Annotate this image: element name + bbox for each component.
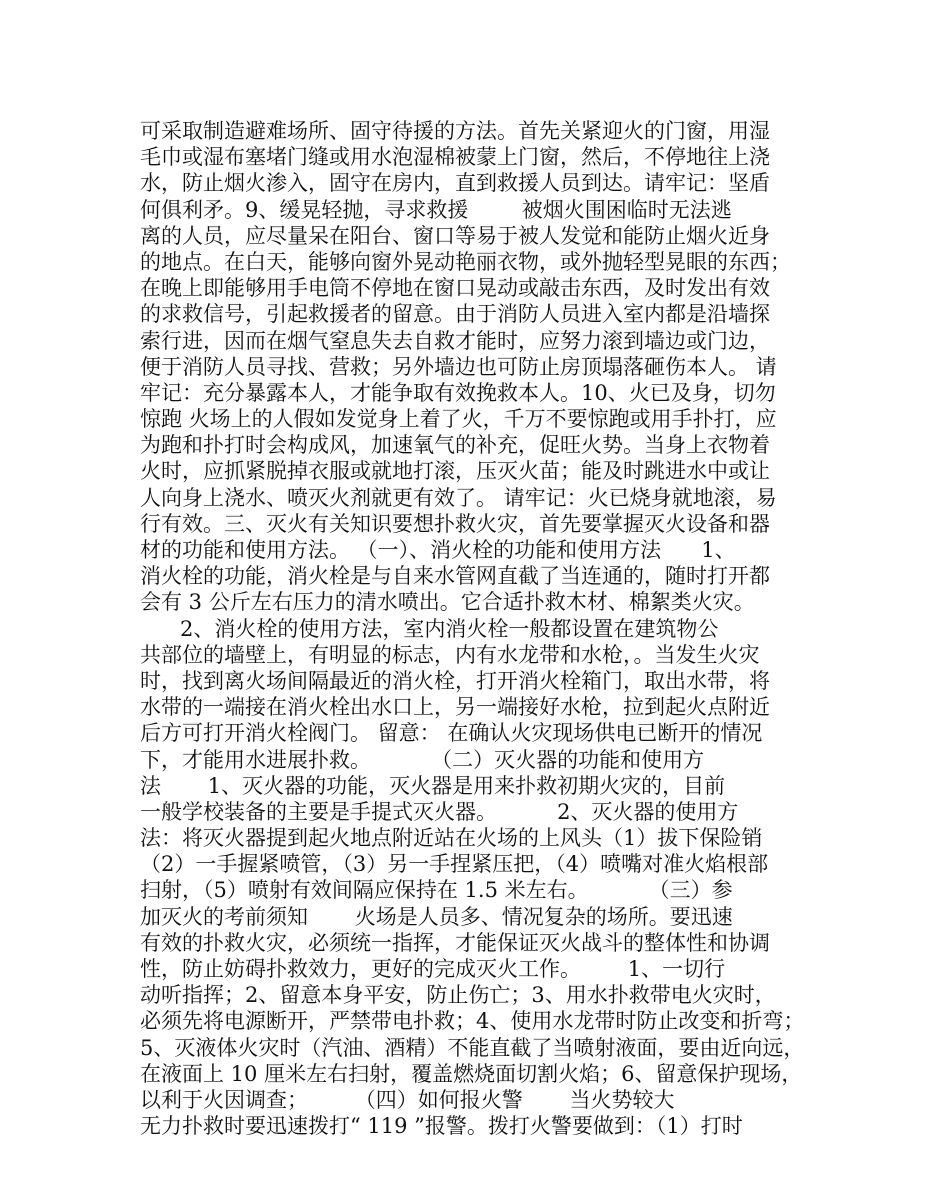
text-line: 何俱利矛。9、缓晃轻抛，寻求救援 被烟火围困临时无法逃 — [140, 197, 732, 222]
text-line: 一般学校装备的主要是手提式灭火器。 2、灭火器的使用方 — [140, 799, 739, 824]
text-line: 水，防止烟火渗入，固守在房内，直到救援人员到达。请牢记：坚盾 — [140, 171, 770, 196]
text-line: 动听指挥；2、留意本身平安，防止伤亡；3、用水扑救带电火灾时， — [140, 983, 776, 1008]
text-line: 会有 3 公斤左右压力的清水喷出。它合适扑救木材、棉絮类火灾。 — [140, 590, 755, 615]
text-line: 必须先将电源断开，严禁带电扑救；4、使用水龙带时防止改变和折弯； — [140, 1009, 805, 1034]
text-line: 法：将灭火器提到起火地点附近站在火场的上风头（1）拔下保险销 — [140, 826, 763, 851]
text-line: 为跑和扑打时会构成风，加速氧气的补充，促旺火势。当身上衣物着 — [140, 433, 770, 458]
text-line: 牢记：充分暴露本人，才能争取有效挽救本人。10、火已及身，切勿 — [140, 380, 776, 405]
text-line: 材的功能和使用方法。 （一）、消火栓的功能和使用方法 1、 — [140, 538, 736, 562]
text-line: 惊跑 火场上的人假如发觉身上着了火，千万不要惊跑或用手扑打，应 — [140, 407, 777, 432]
text-line: 可采取制造避难场所、固守待援的方法。首先关紧迎火的门窗，用湿 — [140, 119, 770, 143]
text-line: 5、灭液体火灾时（汽油、酒精）不能直截了当喷射液面，要由近向远， — [140, 1035, 805, 1060]
text-line: 2、消火栓的使用方法，室内消火栓一般都设置在建筑物公 — [140, 616, 719, 641]
text-line: 扫射，（5）喷射有效间隔应保持在 1.5 米左右。 （三）参 — [140, 878, 733, 903]
text-line: 消火栓的功能，消火栓是与自来水管网直截了当连通的，随时打开都 — [140, 564, 770, 589]
text-line: 离的人员，应尽量呆在阳台、窗口等易于被人发觉和能防止烟火近身 — [140, 223, 770, 248]
text-line: 在晚上即能够用手电筒不停地在窗口晃动或敲击东西，及时发出有效 — [140, 276, 770, 301]
text-line: 有效的扑救火灾，必须统一指挥，才能保证灭火战斗的整体性和协调 — [140, 930, 770, 955]
text-line: 便于消防人员寻找、营救；另外墙边也可防止房顶塌落砸伤本人。 请 — [140, 354, 777, 379]
text-line: 行有效。三、灭火有关知识要想扑救火灾，首先要掌握灭火设备和器 — [140, 511, 770, 536]
text-line: 时，找到离火场间隔最近的消火栓，打开消火栓箱门，取出水带，将 — [140, 668, 770, 693]
text-line: 毛巾或湿布塞堵门缝或用水泡湿棉被蒙上门窗，然后，不停地往上浇 — [140, 145, 770, 170]
text-line: 以利于火因调查； （四）如何报火警 当火势较大 — [140, 1087, 675, 1112]
text-line: 后方可打开消火栓阀门。 留意： 在确认火灾现场供电已断开的情况 — [140, 721, 763, 746]
text-line: 水带的一端接在消火栓出水口上，另一端接好水枪，拉到起火点附近 — [140, 695, 770, 720]
body-text — [140, 118, 820, 1139]
text-line: 共部位的墙壁上，有明显的标志，内有水龙带和水枪，。当发生火灾 — [140, 642, 760, 667]
text-line: 法 1、灭火器的功能，灭火器是用来扑救初期火灾的，目前 — [140, 773, 726, 798]
text-line: 的地点。在白天，能够向窗外晃动艳丽衣物，或外抛轻型晃眼的东西； — [140, 249, 791, 274]
text-line: 火时，应抓紧脱掉衣服或就地打滚，压灭火苗；能及时跳进水中或让 — [140, 459, 770, 484]
text-line: 的求救信号，引起救援者的留意。由于消防人员进入室内都是沿墙探 — [140, 302, 770, 327]
text-line: （2）一手握紧喷管，（3）另一手捏紧压把，（4）喷嘴对准火焰根部 — [140, 852, 769, 877]
text-line: 无力扑救时要迅速拨打“ 119 ”报警。拨打火警要做到：（1）打时 — [140, 1114, 743, 1139]
text-line: 加灭火的考前须知 火场是人员多、情况复杂的场所。要迅速 — [140, 904, 733, 929]
text-line: 索行进，因而在烟气窒息失去自救才能时，应努力滚到墙边或门边， — [140, 328, 770, 353]
text-line: 在液面上 10 厘米左右扫射，覆盖燃烧面切割火焰；6、留意保护现场， — [140, 1061, 803, 1086]
text-line: 人向身上浇水、喷灭火剂就更有效了。 请牢记：火已烧身就地滚，易 — [140, 485, 777, 510]
text-line: 下，才能用水进展扑救。 （二）灭火器的功能和使用方 — [140, 747, 705, 772]
text-line: 性，防止妨碍扑救效力，更好的完成灭火工作。 1、一切行 — [140, 957, 726, 981]
